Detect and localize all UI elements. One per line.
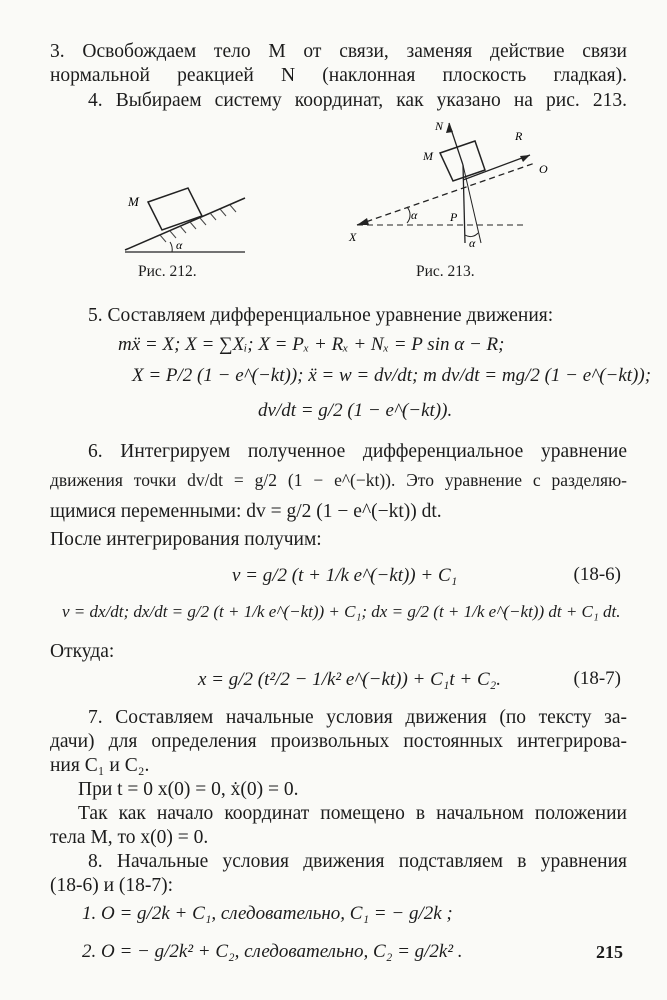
paragraph-7-line-2: дачи) для определения произвольных постоянных интегрирова-: [50, 731, 627, 752]
equation-1: mẍ = X; X = ∑Xᵢ; X = Pₓ + Rₓ + Nₓ = P sin α − R;: [118, 334, 505, 355]
paragraph-5: 5. Составляем дифференциальное уравнение движения:: [88, 305, 554, 326]
equation-7: 1. O = g/2k + C₁, следовательно, C₁ = − g/2k ;: [82, 903, 453, 924]
fig213-label-alpha-2: α: [469, 236, 476, 250]
paragraph-7-line-3: ния C₁ и C₂.: [50, 755, 150, 776]
fig213-label-o: O: [539, 162, 548, 176]
paragraph-8-line-1: 8. Начальные условия движения подставляем в уравнения: [88, 851, 627, 872]
paragraph-6-line-1: 6. Интегрируем полученное дифференциальное уравнение: [88, 441, 627, 462]
paragraph-7-line-4: При t = 0 x(0) = 0, ẋ(0) = 0.: [78, 779, 299, 800]
paragraph-6-line-3: щимися переменными: dv = g/2 (1 − e^(−kt)) dt.: [50, 501, 442, 522]
fig213-label-r: R: [515, 129, 523, 143]
paragraph-4: 4. Выбираем систему координат, как указано на рис. 213.: [88, 90, 627, 111]
fig213-label-m: M: [423, 149, 433, 163]
paragraph-8-line-2: (18-6) и (18-7):: [50, 875, 174, 896]
equation-8: 2. O = − g/2k² + C₂, следовательно, C₂ = g/2k² .: [82, 941, 463, 962]
equation-4: v = g/2 (t + 1/k e^(−kt)) + C₁: [232, 565, 458, 586]
equation-2: X = P/2 (1 − e^(−kt)); ẍ = w = dv/dt; m dv/dt = mg/2 (1 − e^(−kt));: [132, 365, 652, 386]
fig213-label-p: P: [450, 210, 458, 224]
fig213-label-alpha-1: α: [411, 208, 418, 222]
figure-213-caption: Рис. 213.: [416, 263, 475, 280]
equation-number-18-7: (18-7): [573, 668, 621, 689]
paragraph-3-line-2: нормальной реакцией N (наклонная плоскость гладкая).: [50, 65, 627, 86]
paragraph-3-line-1: 3. Освобождаем тело M от связи, заменяя действие связи: [50, 41, 627, 62]
paragraph-7-line-1: 7. Составляем начальные условия движения (по тексту за-: [88, 707, 627, 728]
paragraph-7-line-5: Так как начало координат помещено в начальном положении: [78, 803, 627, 824]
fig213-label-x: X: [349, 230, 357, 244]
equation-number-18-6: (18-6): [573, 564, 621, 585]
page-number: 215: [596, 942, 623, 962]
figure-213: [345, 115, 560, 260]
equation-6: x = g/2 (t²/2 − 1/k² e^(−kt)) + C₁t + C₂.: [198, 669, 502, 690]
equation-3: dv/dt = g/2 (1 − e^(−kt)).: [258, 400, 453, 421]
paragraph-6-line-4: После интегрирования получим:: [50, 529, 322, 550]
paragraph-6-line-2: движения точки dv/dt = g/2 (1 − e^(−kt)). Это уравнение с разделяю-: [50, 470, 627, 490]
otkuda-label: Откуда:: [50, 641, 115, 662]
figure-212-caption: Рис. 212.: [138, 263, 197, 280]
fig212-label-m: M: [128, 194, 139, 209]
fig212-label-alpha: α: [176, 238, 183, 252]
equation-5: v = dx/dt; dx/dt = g/2 (t + 1/k e^(−kt)) + C₁; dx = g/2 (t + 1/k e^(−kt)) dt + C₁ dt.: [62, 602, 621, 621]
paragraph-7-line-6: тела M, то x(0) = 0.: [50, 827, 209, 848]
fig213-label-n: N: [435, 119, 444, 133]
figure-212: [120, 180, 250, 255]
